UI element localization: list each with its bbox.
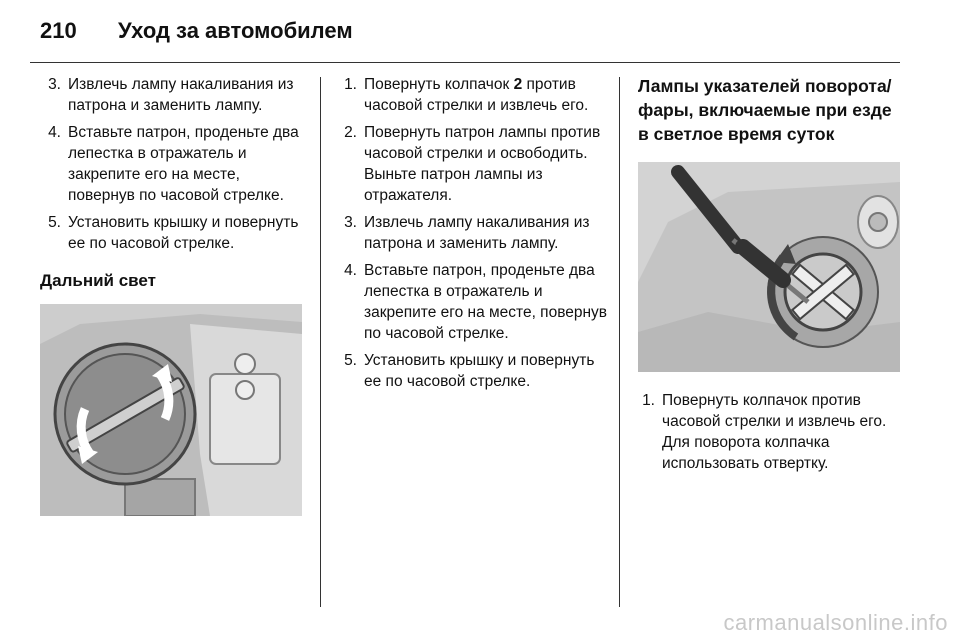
cap-reference-number: 2 (513, 76, 523, 93)
list-item (638, 390, 904, 474)
list-item (340, 74, 608, 116)
list-item (40, 122, 308, 206)
step-text: Повернуть патрон лампы против часовой стрелки и освободить. Выньте патрон лампы из отражателя. (364, 124, 601, 204)
step-text: Установить крышку и повернуть ее по часовой стрелке. (364, 352, 595, 390)
step-number: 4. (344, 262, 357, 279)
step-text: Установить крышку и повернуть ее по часовой стрелке. (68, 214, 299, 252)
step-text: Извлечь лампу накаливания из патрона и заменить лампу. (364, 214, 590, 252)
step-text (364, 74, 608, 116)
turn-signal-screwdriver-illustration (638, 162, 900, 372)
step-number: 1. (642, 392, 655, 409)
step-text-part: Повернуть колпачок (364, 76, 514, 93)
header-rule (30, 62, 900, 63)
page-title: Уход за автомобилем (118, 18, 353, 43)
section-heading-high-beam: Дальний свет (40, 271, 156, 290)
column-divider (619, 77, 620, 607)
list-item (40, 74, 308, 116)
headlamp-cap-icon (40, 304, 302, 516)
watermark: carmanualsonline.info (723, 610, 948, 635)
step-text: Повернуть колпачок против часовой стрелки и извлечь его. Для поворота колпачка использовать отвертку. (662, 392, 887, 472)
step-number: 5. (344, 352, 357, 369)
page-number: 210 (40, 18, 77, 43)
column-left (40, 74, 308, 516)
steps-list (638, 390, 904, 474)
step-number: 1. (344, 76, 357, 93)
list-item (340, 122, 608, 206)
steps-list (40, 74, 308, 254)
column-right (638, 74, 904, 480)
page-header (40, 18, 353, 44)
column-divider (320, 77, 321, 607)
step-text-part: против часовой стрелки и извлечь его. (364, 76, 589, 114)
step-number: 5. (48, 214, 61, 231)
column-middle (340, 74, 608, 398)
screwdriver-icon (638, 162, 900, 372)
step-text: Извлечь лампу накаливания из патрона и заменить лампу. (68, 76, 294, 114)
high-beam-cap-illustration (40, 304, 302, 516)
step-number: 3. (48, 76, 61, 93)
steps-list (340, 74, 608, 392)
list-item (40, 212, 308, 254)
step-text: Вставьте патрон, проденьте два лепестка в отражатель и закрепите его на месте, повернув по часовой стрелке. (68, 124, 299, 204)
list-item (340, 350, 608, 392)
step-number: 2. (344, 124, 357, 141)
list-item (340, 212, 608, 254)
step-number: 3. (344, 214, 357, 231)
section-heading-turn-signal: Лампы указателей поворота/ фары, включаемые при езде в светлое время суток (638, 76, 892, 144)
step-text: Вставьте патрон, проденьте два лепестка в отражатель и закрепите его на месте, повернув по часовой стрелке. (364, 262, 608, 342)
step-number: 4. (48, 124, 61, 141)
list-item (340, 260, 608, 344)
